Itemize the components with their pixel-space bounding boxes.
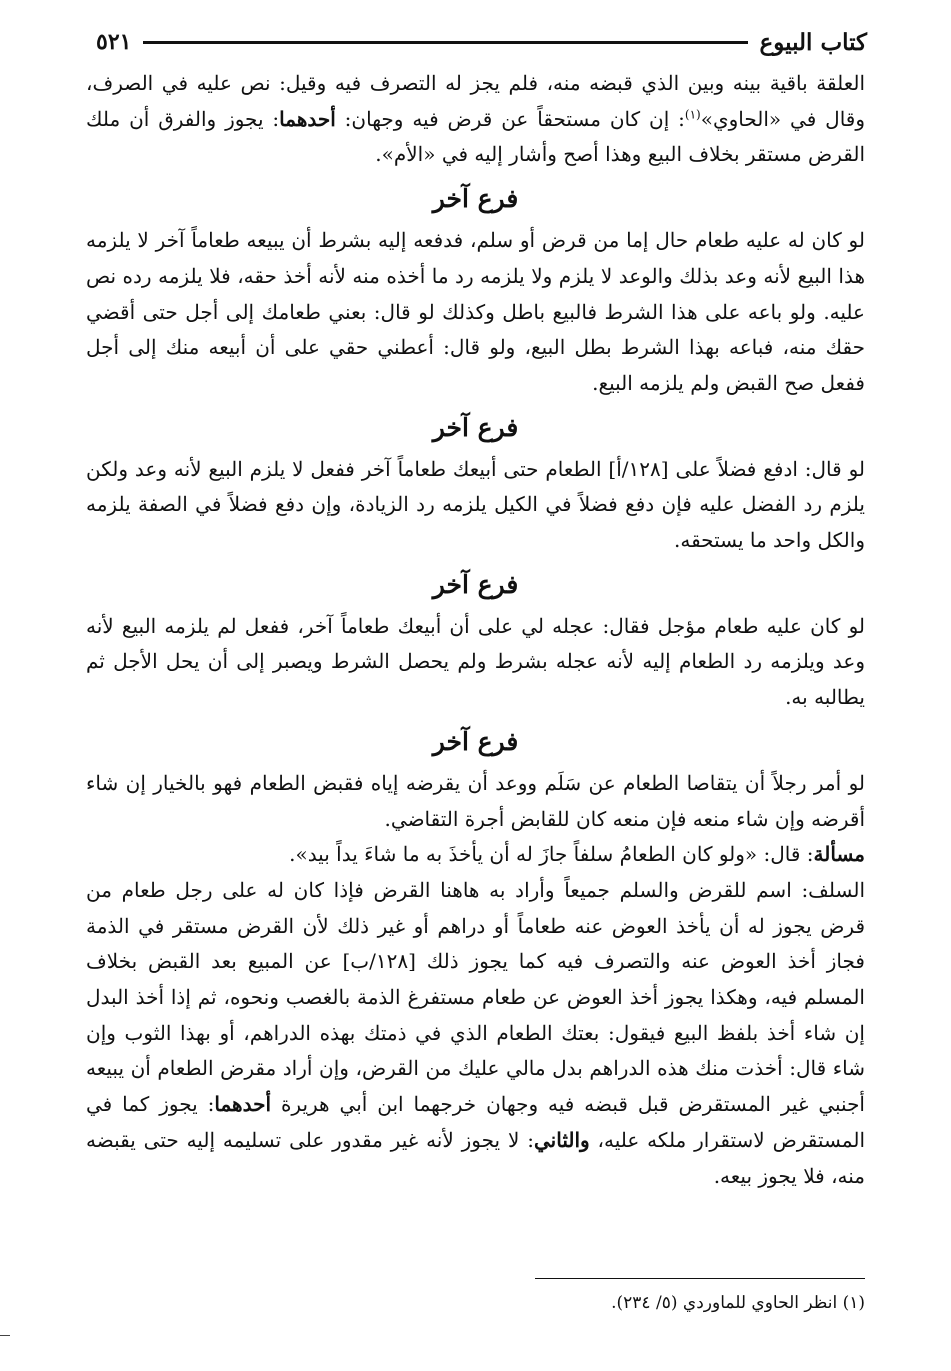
salaf-text-2: : يجوز كما في المستقرض لاستقرار ملكه عليه،: [86, 1092, 865, 1152]
crop-mark: [0, 1335, 10, 1336]
header-rule: [143, 41, 747, 44]
salaf-bold-term-1: أحدهما: [214, 1092, 272, 1117]
section-paragraph: لو قال: ادفع فضلاً على [١٢٨/أ] الطعام حتى أبيعك طعاماً آخر ففعل لا يلزم البيع لأنه وعد ولكن يلزم رد الفضل عليه فإن دفع فضلاً في الكيل يلزمه رد الزيادة، وإن دفع فضلاً في الصفة يلزمه والكل واحد ما يستحقه.: [86, 456, 865, 553]
page-header: [96, 22, 867, 62]
intro-text-1: العلقة باقية بينه وبين الذي قبضه منه، فلم يجز له التصرف فيه وقيل: نص عليه في الصرف، وقال في «الحاوي»: [86, 71, 866, 131]
footnote-marker: (١): [842, 1293, 865, 1313]
section-heading: فرع آخر: [432, 569, 519, 599]
intro-text-2: : إن كان مستحقاً عن قرض فيه وجهان:: [335, 106, 685, 131]
footnote: [86, 1290, 865, 1316]
section-heading: فرع آخر: [432, 726, 519, 756]
salaf-paragraph: [86, 873, 865, 1194]
section-paragraph: لو كان له عليه طعام حال إما من قرض أو سلم، فدفعه إليه بشرط أن يبيعه طعاماً آخر لا يلزمه هذا البيع لأنه وعد بذلك والوعد لا يلزم ولا يلزمه رد ما أخذه منه لأنه أخذ حقه، فلا يلزمه رده نص عليه. ولو باعه على هذا الشرط فالبيع باطل وكذلك لو قال: بعني طعامك إلى أجل حتى أقضي حقك منه، فباعه بهذا الشرط بطل البيع، ولو قال: أعطني حقي على أن أبيعه منك إلى أجل ففعل صح القبض ولم يلزمه البيع.: [86, 228, 865, 395]
masala-label: مسألة: [813, 842, 865, 867]
footnote-text: انظر الحاوي للماوردي (٥/ ٢٣٤).: [611, 1293, 838, 1313]
intro-paragraph: [86, 66, 865, 173]
intro-text-3: : يجوز والفرق أن ملك القرض مستقر بخلاف البيع وهذا أصح وأشار إليه في «الأم».: [86, 106, 865, 167]
salaf-text-3: : لا يجوز لأنه غير مقدور على تسليمه إليه حتى يقبضه منه، فلا يجوز بيعه.: [86, 1127, 865, 1188]
masala-paragraph: [86, 837, 865, 873]
section-paragraph: لو أمر رجلاً أن يتقاصا الطعام عن سَلَم ووعد أن يقرضه إياه فقبض الطعام فهو بالخيار إن شاء أقرضه وإن شاء منعه فإن منعه كان للقابض أجرة التقاضي.: [86, 770, 865, 831]
masala-text: : قال: «ولو كان الطعامُ سلفاً جازَ له أن يأخذَ به ما شاءَ يداً بيد».: [289, 842, 814, 867]
section-heading: فرع آخر: [432, 184, 519, 214]
section-heading: فرع آخر: [432, 412, 519, 442]
section-paragraph: لو كان عليه طعام مؤجل فقال: عجله لي على أن أبيعك طعاماً آخر، ففعل لم يلزمه البيع لأنه وعد ويلزمه رد الطعام إليه لأنه عجله بشرط ولم يحصل الشرط ويصبر إلى أن يحل الأجل ثم يطالبه به.: [86, 613, 865, 710]
salaf-text-1: السلف: اسم للقرض والسلم جميعاً وأراد به هاهنا القرض فإذا كان له على رجل طعام من قرض يجوز له أن يأخذ العوض عنه طعاماً أو دراهم أو غير ذلك لأن القرض مستقر في الذمة فجاز أخذ العوض عنه والتصرف فيه كما يجوز ذلك [١٢٨/ب] عن المبيع بعد القبض بخلاف المسلم فيه، وهكذا يجوز أخذ العوض عن طعام مستفرغ الذمة بالغصب ونحوه، ثم إذا أخذ البدل إن شاء أخذ بلفظ البيع فيقول: بعتك الطعام الذي في ذمتك بهذه الدراهم، أو بهذا الثوب وإن شاء قال: أخذت منك هذه الدراهم بدل مالي عليك من القرض، وإن أراد مقرض الطعام أن يبيعه أجنبي غير المستقرض قبل قبضه فيه وجهان خرجهما ابن أبي هريرة: [86, 877, 866, 1117]
page-body: [86, 66, 865, 1194]
footnote-rule: [535, 1278, 865, 1279]
salaf-bold-term-2: والثاني: [533, 1127, 590, 1152]
footnote-reference: (١): [684, 107, 701, 122]
page-number: ٥٢١: [96, 29, 132, 55]
intro-bold-term: أحدهما: [279, 106, 336, 131]
running-head: كتاب البيوع: [759, 28, 867, 56]
